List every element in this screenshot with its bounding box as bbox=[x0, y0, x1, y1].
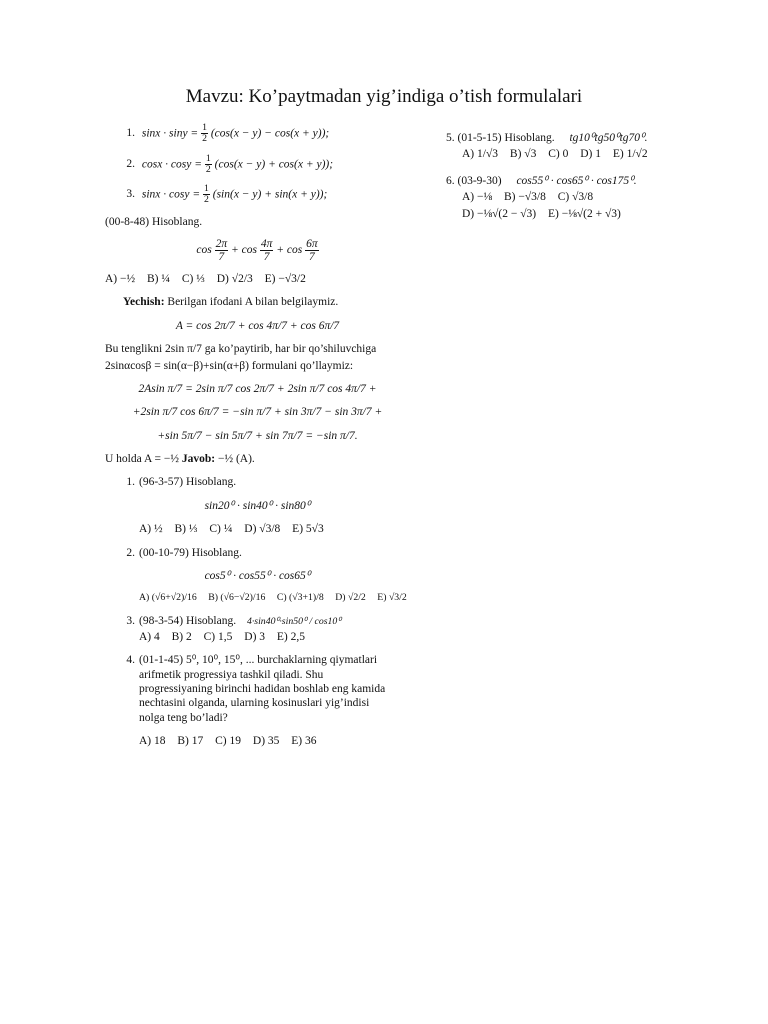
problem-1-answers: A) ½ B) ⅓ C) ¼ D) √3/8 E) 5√3 bbox=[139, 523, 324, 536]
example-answers: A) −½ B) ¼ C) ⅓ D) √2/3 E) −√3/2 bbox=[105, 273, 306, 286]
problem-4-answers: A) 18 B) 17 C) 19 D) 35 E) 36 bbox=[139, 735, 317, 748]
problem-3-answers: A) 4 B) 2 C) 1,5 D) 3 E) 2,5 bbox=[139, 630, 306, 643]
problem-3-header: 3. (98-3-54) Hisoblang. 4·sin40⁰·sin50⁰ / cos10⁰ bbox=[126, 614, 342, 627]
a-definition: A = cos 2π/7 + cos 4π/7 + cos 6π/7 bbox=[175, 319, 340, 332]
equation-line-2: +2sin π/7 cos 6π/7 = −sin π/7 + sin 3π/7 − sin 3π/7 + bbox=[132, 406, 383, 419]
page-title: Mavzu: Ko’paytmadan yig’indiga o’tish formulalari bbox=[185, 86, 583, 107]
problem-1-expression: sin20⁰ · sin40⁰ · sin80⁰ bbox=[204, 499, 311, 512]
fraction: $\frac{1}{2}$ bbox=[202, 122, 207, 145]
problem-6-header: 6. (03-9-30) cos55⁰ · cos65⁰ · cos175⁰. bbox=[446, 174, 637, 187]
problem-1-header: 1. (96-3-57) Hisoblang. bbox=[126, 476, 237, 489]
formula-3: 3. sinx · cosy = $\frac{1}{2}$ (sin(x − y) + sin(x + y)); bbox=[126, 183, 328, 206]
example-header: (00-8-48) Hisoblang. bbox=[105, 215, 203, 228]
right-column bbox=[446, 131, 716, 230]
formula-1: 1. sinx · siny = $\frac{1}{2}$ (cos(x − y) − cos(x + y)); bbox=[126, 122, 330, 145]
fraction: $\frac{1}{2}$ bbox=[203, 183, 209, 206]
solution-text-2: 2sinαcosβ = sin(α−β)+sin(α+β) formulani qo’llaymiz: bbox=[105, 359, 354, 372]
solution-text-1: Bu tenglikni 2sin π/7 ga ko’paytirib, har bir qo’shiluvchiga bbox=[105, 343, 377, 356]
equation-line-1: 2Asin π/7 = 2sin π/7 cos 2π/7 + 2sin π/7 cos 4π/7 + bbox=[138, 382, 377, 395]
problem-2-answers: A) (√6+√2)/16 B) (√6−√2)/16 C) (√3+1)/8 D) √2/2 E) √3/2 bbox=[139, 592, 407, 604]
equation-line-3: +sin 5π/7 − sin 5π/7 + sin 7π/7 = −sin π/7. bbox=[157, 429, 358, 442]
solution-intro: Yechish: Berilgan ifodani A bilan belgilaymiz. bbox=[123, 296, 339, 309]
conclusion: U holda A = −½ Javob: −½ (A). bbox=[105, 453, 255, 466]
problem-5-header: 5. (01-5-15) Hisoblang. tg10⁰tg50⁰tg70⁰. bbox=[446, 132, 648, 144]
problem-6-answers-a: A) −⅛ B) −√3/8 C) √3/8 bbox=[462, 191, 594, 204]
problem-6-answers-b: D) −⅛√(2 − √3) E) −⅛√(2 + √3) bbox=[462, 207, 621, 220]
left-column bbox=[105, 123, 410, 758]
problem-2-expression: cos5⁰ · cos55⁰ · cos65⁰ bbox=[204, 569, 311, 582]
problem-2-header: 2. (00-10-79) Hisoblang. bbox=[126, 546, 242, 559]
fraction: $\frac{1}{2}$ bbox=[205, 152, 211, 175]
problem-4: 4. (01-1-45) 5⁰, 10⁰, 15⁰, ... burchaklarning qiymatlari arifmetik progressiya tashkil qiladi. Shu progressiyaning birinchi hadidan boshlab eng kamida nechtasini olganda, ularning kosinuslari yig’indisi nolga teng bo’ladi? bbox=[126, 654, 386, 724]
problem-5-answers: A) 1/√3 B) √3 C) 0 D) 1 E) 1/√2 bbox=[462, 148, 648, 161]
example-expression: cos $\frac{2\pi}{7}$ + cos $\frac{4\pi}{7}$ + cos $\frac{6\pi}{7}$ bbox=[196, 237, 318, 264]
formula-2: 2. cosx · cosy = $\frac{1}{2}$ (cos(x − y) + cos(x + y)); bbox=[126, 152, 334, 175]
